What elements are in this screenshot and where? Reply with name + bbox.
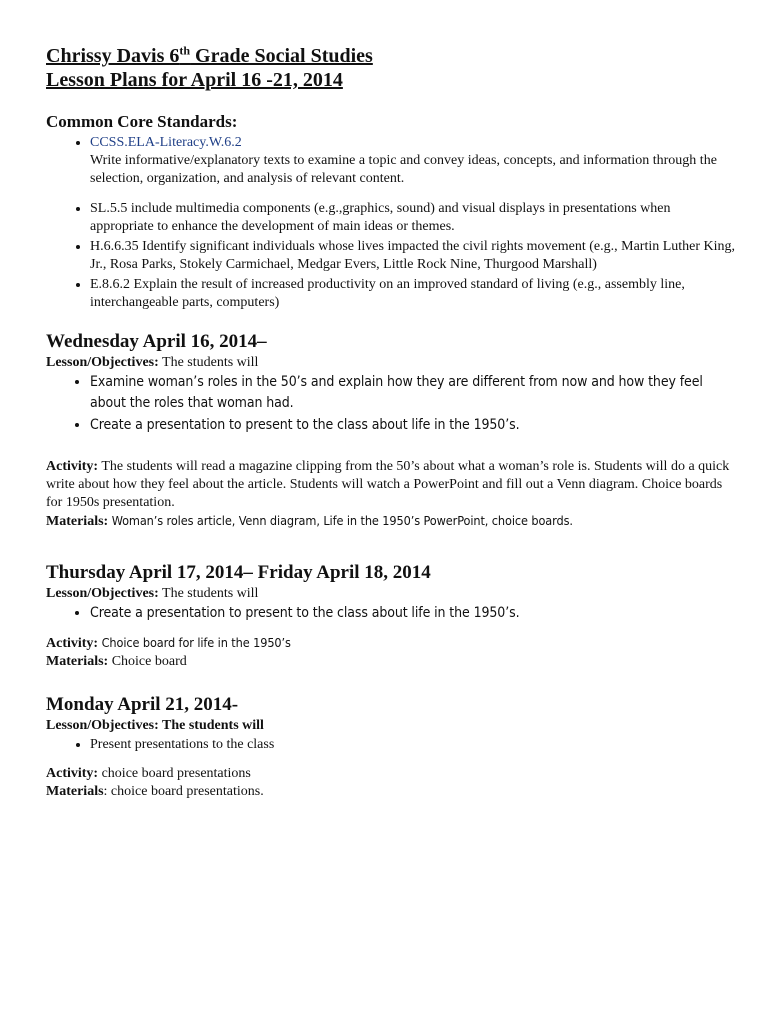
objective-item: • Create a presentation to present to the class about life in the 1950’s. [90,415,736,436]
objectives-line: Lesson/Objectives: The students will [46,718,264,733]
ordinal-suffix: th [179,43,191,58]
day-section-thursday-friday [46,561,736,671]
objectives-list [46,735,736,755]
document-title-line1: Chrissy Davis 6th Grade Social Studies [46,43,373,67]
day-heading: Thursday April 17, 2014– Friday April 18, 2014 [46,562,431,583]
standard-item: • H.6.6.35 Identify significant individuals whose lives impacted the civil rights movement (e.g., Martin Luther King, Jr., Rosa Parks, Stokely Carmichael, Medgar Evers, Little Rock Nine, Thurgood Marshall) [90,238,736,274]
lesson-plan-document [46,44,736,801]
objective-item: • Create a presentation to present to the class about life in the 1950’s. [90,603,736,624]
materials-line: Materials: choice board presentations. [46,784,264,799]
activity-line: Activity: choice board presentations [46,766,251,781]
materials-line: Materials: Woman’s roles article, Venn diagram, Life in the 1950’s PowerPoint, choice boards. [46,513,573,529]
standard-item [90,134,736,188]
activity-line: Activity: Choice board for life in the 1950’s [46,635,291,651]
objectives-list [46,603,736,624]
standard-item: • SL.5.5 include multimedia components (e.g.,graphics, sound) and visual displays in presentations when appropriate to enhance the development of main ideas or themes. [90,200,736,236]
day-heading: Wednesday April 16, 2014– [46,331,267,352]
day-section-monday [46,693,736,801]
objectives-line: Lesson/Objectives: The students will [46,586,259,601]
day-section-wednesday [46,330,736,531]
objectives-line: Lesson/Objectives: The students will [46,355,259,370]
objective-item: • Present presentations to the class [90,735,736,755]
standards-heading: Common Core Standards: [46,112,238,131]
materials-line: Materials: Choice board [46,654,187,669]
standard-description: Write informative/explanatory texts to examine a topic and convey ideas, concepts, and information through the selection, organization, and analysis of relevant content. [90,153,717,186]
standard-link[interactable]: CCSS.ELA-Literacy.W.6.2 [90,135,242,150]
standards-list [46,134,736,312]
objective-item: • Examine woman’s roles in the 50’s and explain how they are different from now and how they feel about the roles that woman had. [90,372,736,414]
day-heading: Monday April 21, 2014- [46,694,239,715]
objectives-list [46,372,736,436]
standard-item: • E.8.6.2 Explain the result of increased productivity on an improved standard of living (e.g., assembly line, interchangeable parts, computers) [90,276,736,312]
activity-line: Activity: The students will read a magazine clipping from the 50’s about what a woman’s role is. Students will do a quick write about how they feel about the article. Students will watch a PowerPoint and fill out a Venn diagram. Choice boards for 1950s presentation. [46,459,730,510]
document-title-line2: Lesson Plans for April 16 -21, 2014 [46,69,343,91]
